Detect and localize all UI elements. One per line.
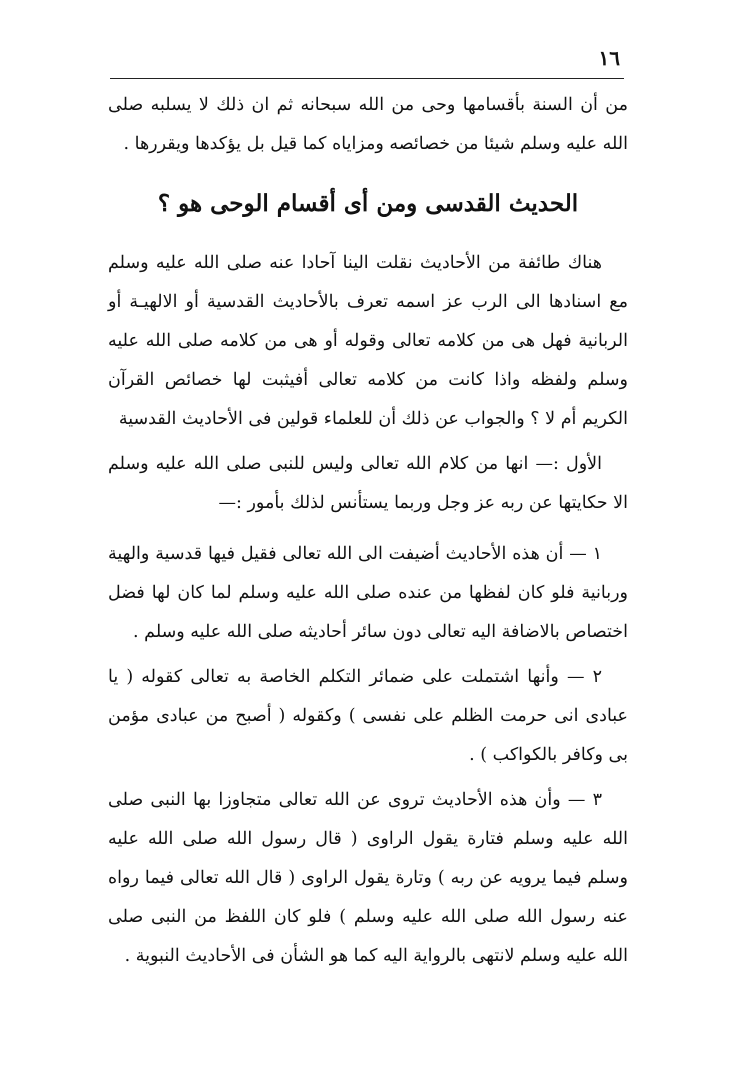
page-body xyxy=(108,86,628,976)
intro-paragraph: من أن السنة بأقسامها وحى من الله سبحانه ثم ان ذلك لا يسلبه صلى الله عليه وسلم شيئا من خصائصه ومزاياه كما قيل بل يؤكدها ويقررها . xyxy=(108,95,628,154)
page-header xyxy=(110,42,624,79)
point-1: ١ — أن هذه الأحاديث أضيفت الى الله تعالى فقيل فيها قدسية والهية وربانية فلو كان لفظها من عنده صلى الله عليه وسلم لما كان لها فضل اختصاص بالاضافة اليه تعالى دون سائر أحاديثه صلى الله عليه وسلم . xyxy=(108,544,628,642)
paragraph-1: هناك طائفة من الأحاديث نقلت الينا آحادا عنه صلى الله عليه وسلم مع اسنادها الى الرب عز اسمه تعرف بالأحاديث القدسية أو الالهيـة أو الربانية فهل هى من كلامه تعالى وقوله أو هى من كلامه صلى الله عليه وسلم ولفظه واذا كانت من كلامه تعالى أفيثبت لها خصائص القرآن الكريم أم لا ؟ والجواب عن ذلك أن للعلماء قولين فى الأحاديث القدسية xyxy=(108,253,628,429)
section-heading: الحديث القدسى ومن أى أقسام الوحى هو ؟ xyxy=(157,190,579,217)
paragraph-2: الأول :— انها من كلام الله تعالى وليس للنبى صلى الله عليه وسلم الا حكايتها عن ربه عز وجل وربما يستأنس لذلك بأمور :— xyxy=(108,454,628,513)
point-3: ٣ — وأن هذه الأحاديث تروى عن الله تعالى متجاوزا بها النبى صلى الله عليه وسلم فتارة يقول الراوى ( قال رسول الله صلى الله عليه وسلم فيما يرويه عن ربه ) وتارة يقول الراوى ( قال الله تعالى فيما رواه عنه رسول الله صلى الله عليه وسلم ) فلو كان اللفظ من النبى صلى الله عليه وسلم لانتهى بالرواية اليه كما هو الشأن فى الأحاديث النبوية . xyxy=(108,790,628,966)
page-number: ١٦ xyxy=(598,46,620,70)
point-2: ٢ — وأنها اشتملت على ضمائر التكلم الخاصة به تعالى كقوله ( يا عبادى انى حرمت الظلم على نفسى ) وكقوله ( أصبح من عبادى مؤمن بى وكافر بالكواكب ) . xyxy=(108,667,628,765)
